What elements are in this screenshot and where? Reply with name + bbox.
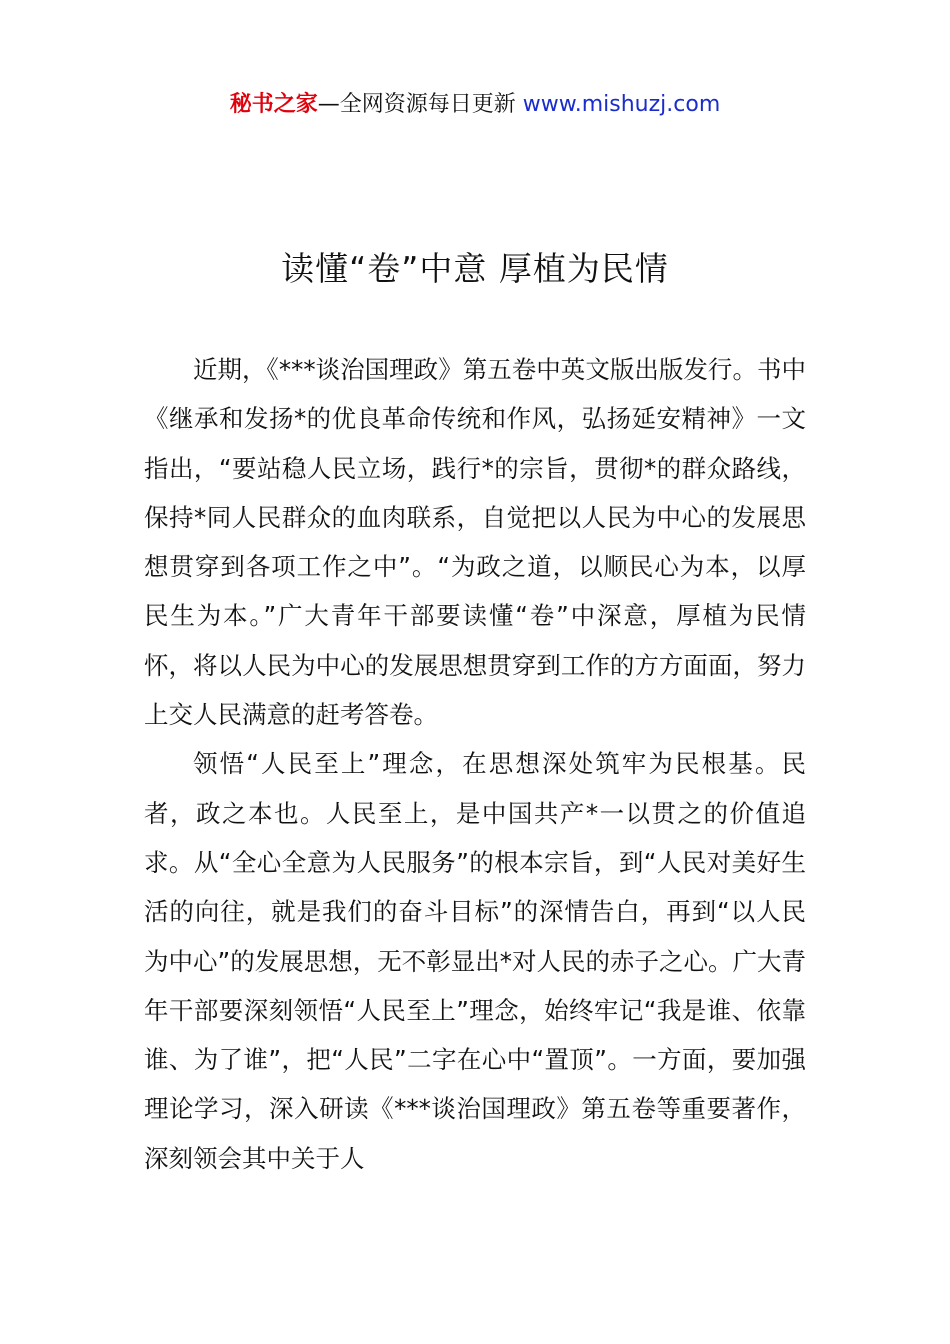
paragraph-1: 近期，《***谈治国理政》第五卷中英文版出版发行。书中《继承和发扬*的优良革命传统和作风，弘扬延安精神》一文指出，“要站稳人民立场，践行*的宗旨，贯彻*的群众路线，保持*同人民群众的血肉联系，自觉把以人民为中心的发展思想贯穿到各项工作之中”。“为政之道，以顺民心为本，以厚民生为本。”广大青年干部要读懂“卷”中深意，厚植为民情怀，将以人民为中心的发展思想贯穿到工作的方方面面，努力上交人民满意的赶考答卷。	[144, 355, 806, 730]
site-url-link[interactable]: www.mishuzj.com	[522, 92, 721, 117]
site-tagline: —全网资源每日更新	[317, 92, 516, 117]
site-brand: 秘书之家	[229, 92, 318, 117]
paragraph-2: 领悟“人民至上”理念，在思想深处筑牢为民根基。民者，政之本也。人民至上，是中国共产*一以贯之的价值追求。从“全心全意为人民服务”的根本宗旨，到“人民对美好生活的向往，就是我们的奋斗目标”的深情告白，再到“以人民为中心”的发展思想，无不彰显出*对人民的赤子之心。广大青年干部要深刻领悟“人民至上”理念，始终牢记“我是谁、依靠谁、为了谁”，把“人民”二字在心中“置顶”。一方面，要加强理论学习，深入研读《***谈治国理政》第五卷等重要著作，深刻领会其中关于人	[144, 749, 806, 1173]
document-title: 读懂“卷”中意 厚植为民情	[281, 249, 669, 288]
site-header	[0, 88, 950, 122]
document-body	[144, 345, 806, 1183]
